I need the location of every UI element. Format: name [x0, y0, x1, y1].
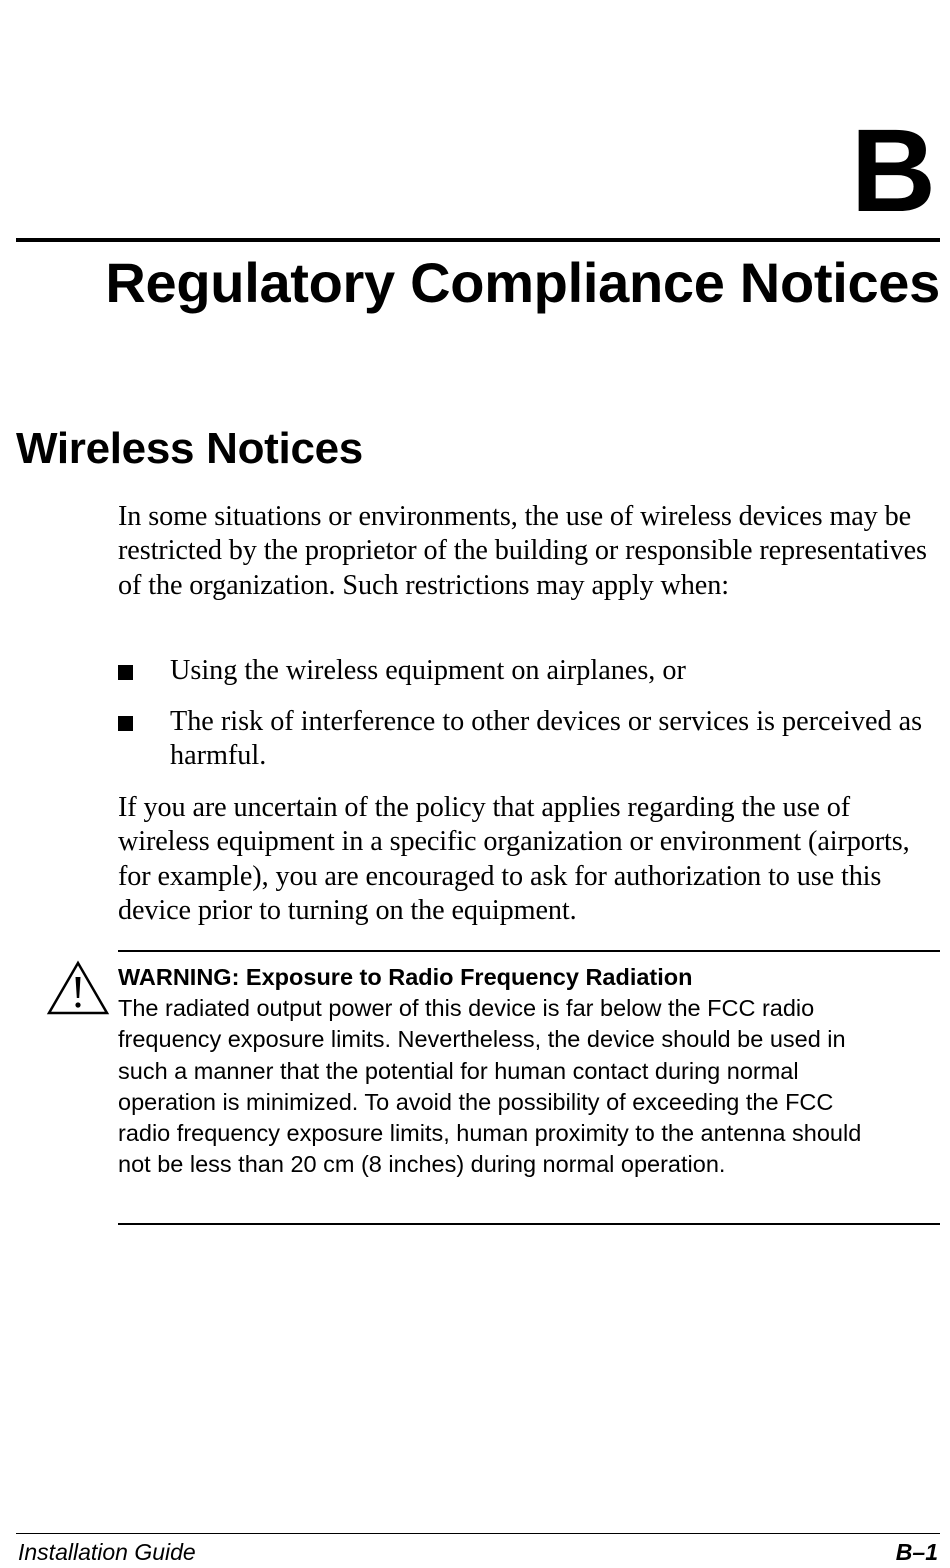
warning-title: WARNING: Exposure to Radio Frequency Radiation [118, 964, 693, 990]
warning-rule-bottom [118, 1223, 940, 1225]
footer-rule [16, 1533, 940, 1534]
list-item [118, 705, 944, 774]
chapter-rule [16, 238, 940, 242]
warning-triangle-icon [46, 960, 110, 1016]
intro-paragraph: In some situations or environments, the use of wireless devices may be restricted by the proprietor of the building or responsible representatives of the organization. Such restrictions may apply when: [118, 501, 927, 601]
list-item [118, 654, 944, 688]
square-bullet-icon [118, 716, 133, 731]
list-item-text: Using the wireless equipment on airplanes, or [170, 655, 686, 686]
list-item-text: The risk of interference to other devices or services is perceived as harmful. [170, 706, 923, 772]
chapter-title: Regulatory Compliance Notices [105, 251, 940, 314]
square-bullet-icon [118, 665, 133, 680]
warning-body: The radiated output power of this device is far below the FCC radio frequency exposure limits. Nevertheless, the device should be used in such a manner that the potential for human contact during normal operation is minimized. To avoid the possibility of exceeding the FCC radio frequency exposure limits, human proximity to the antenna should not be less than 20 cm (8 inches) during normal operation. [118, 995, 862, 1178]
section-heading: Wireless Notices [16, 424, 363, 473]
policy-paragraph: If you are uncertain of the policy that applies regarding the use of wireless equipment in a specific organization or environment (airports, for example), you are encouraged to ask for authorization to use this device prior to turning on the equipment. [118, 792, 910, 926]
chapter-letter: B [850, 105, 936, 237]
warning-rule-top [118, 950, 940, 952]
footer-page-number: B–1 [895, 1539, 938, 1565]
footer-document-title: Installation Guide [18, 1539, 196, 1565]
